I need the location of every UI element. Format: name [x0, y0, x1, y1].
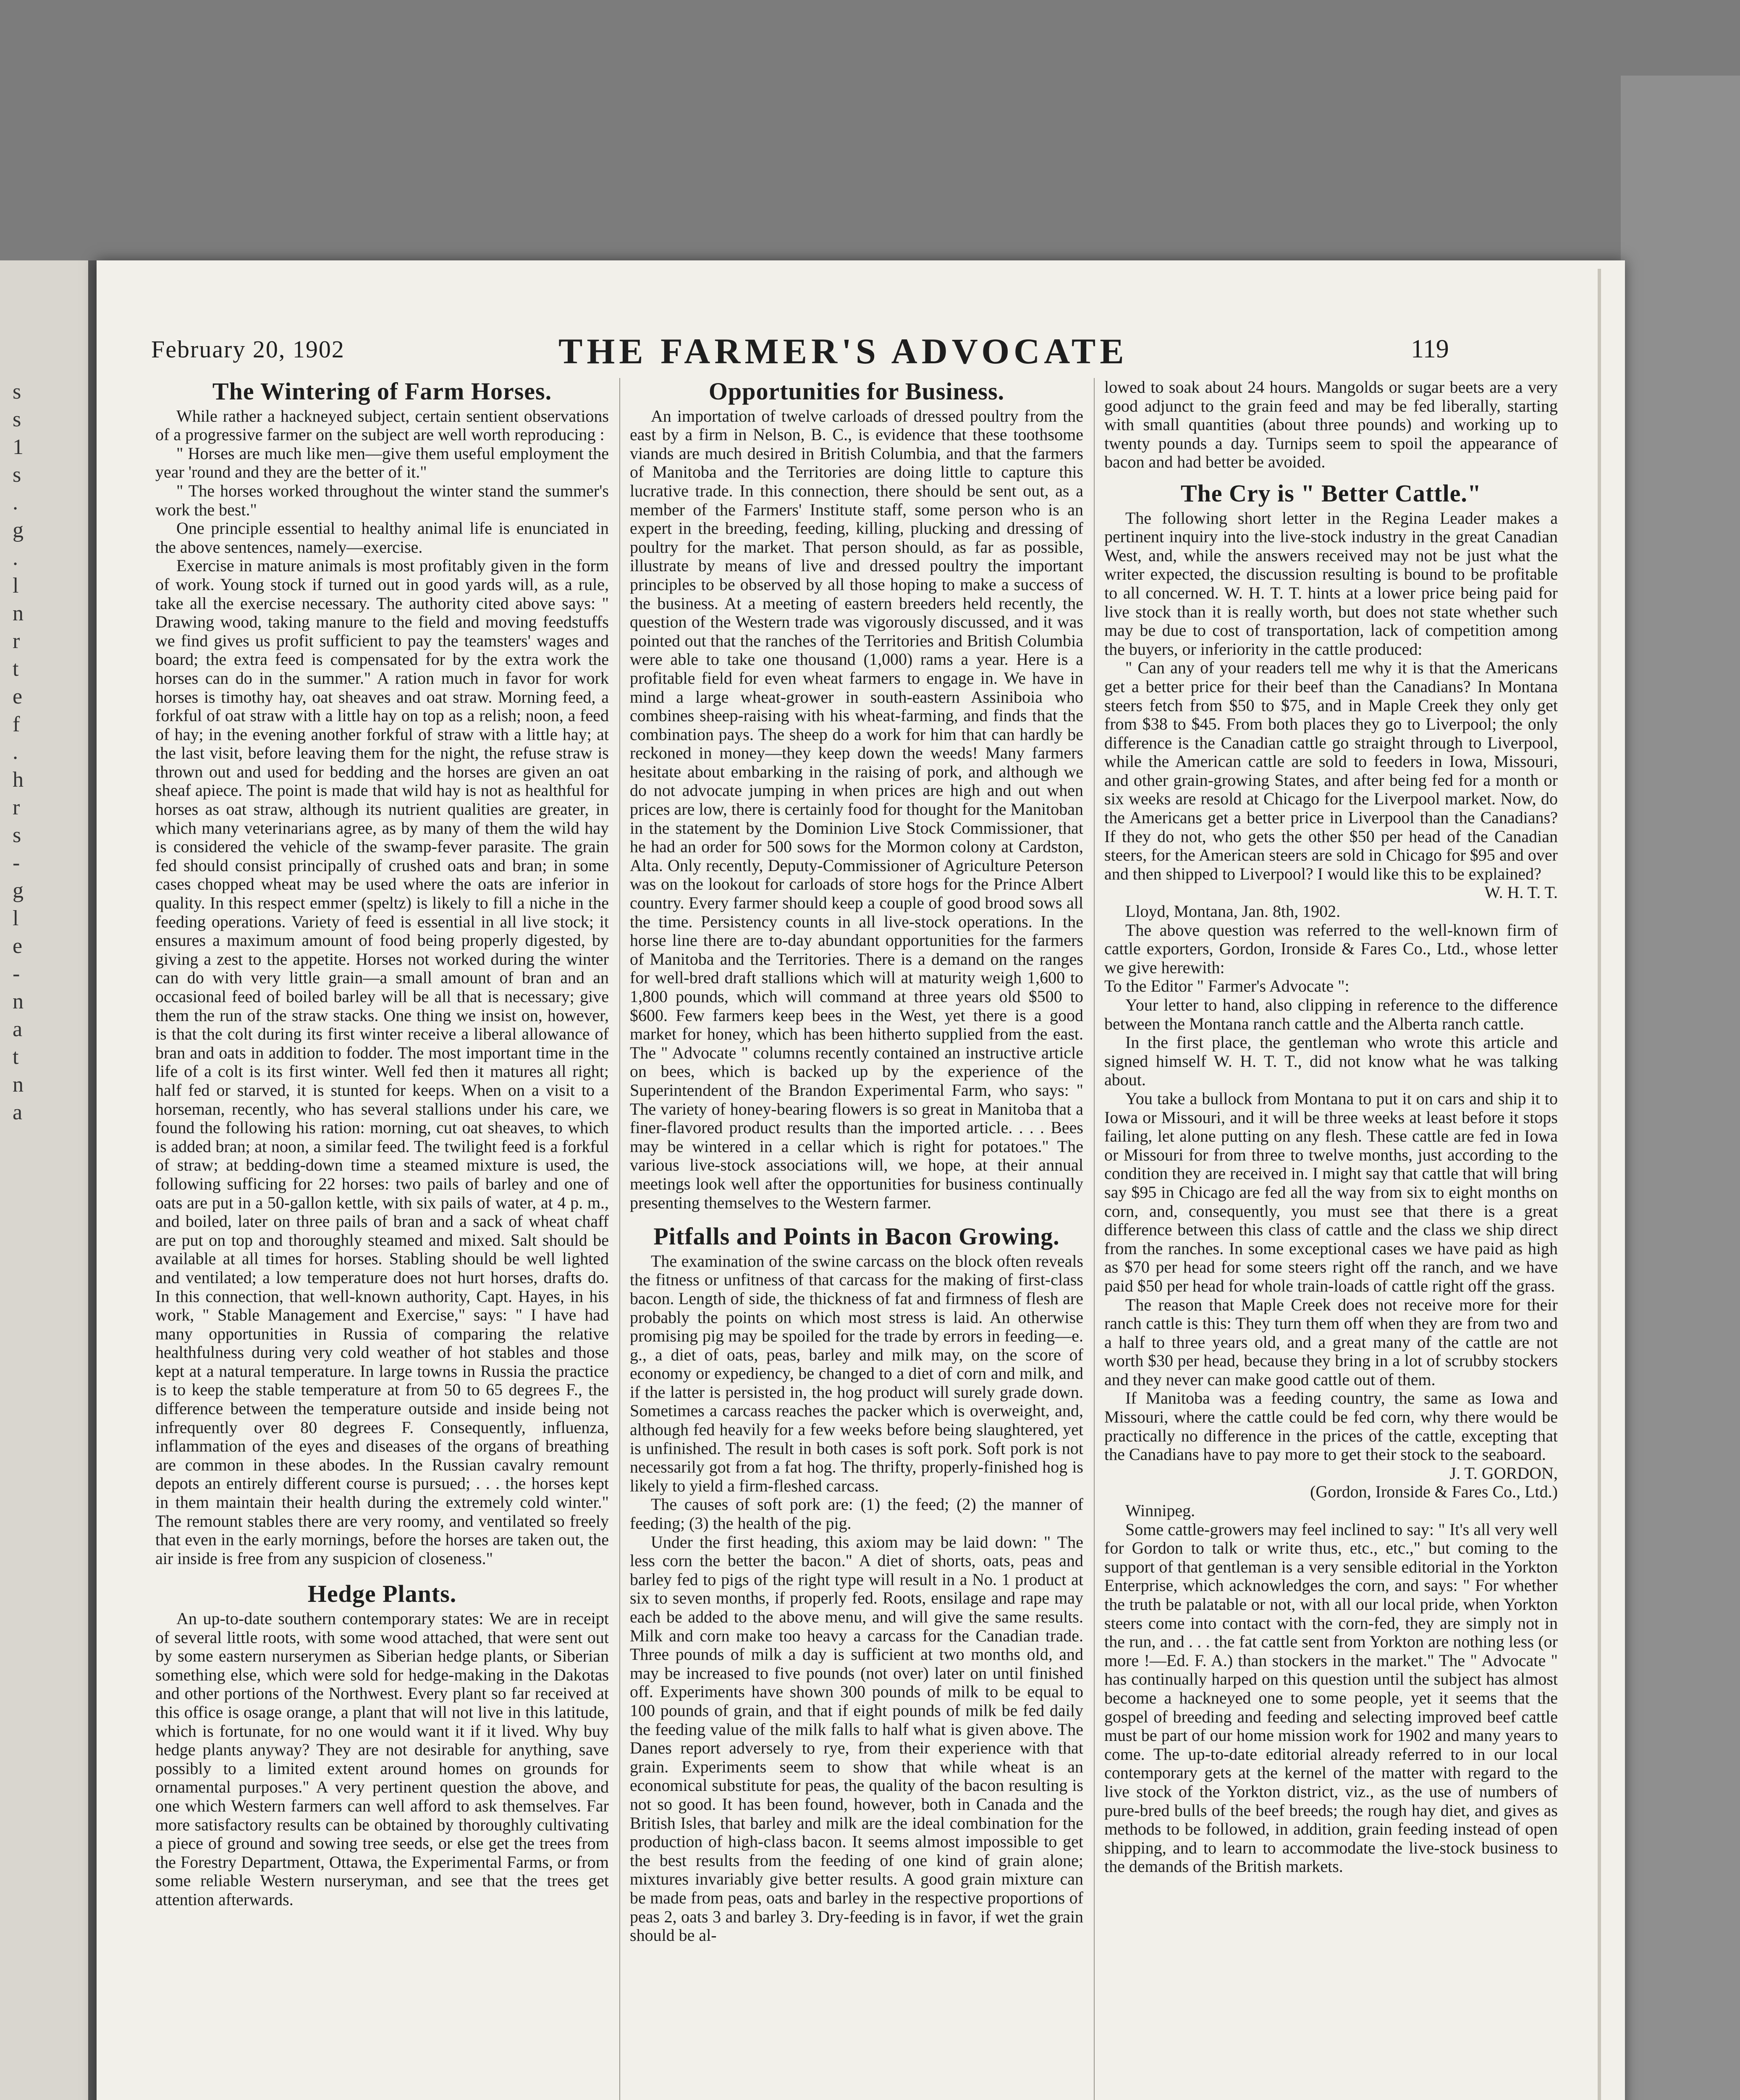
paragraph: If Manitoba was a feeding country, the same as Iowa and Missouri, where the cattle could be fed corn, why there would be practically no difference in the prices of the cattle, excepting that the Canadians have to pay more to get their stock to the seaboard. [1104, 1389, 1558, 1464]
paragraph: " Horses are much like men—give them useful employment the year 'round and they are the better of it." [155, 444, 609, 482]
paragraph: Under the first heading, this axiom may be laid down: " The less corn the better the bacon." A diet of shorts, oats, peas and barley fed to pigs of the right type will result in a No. 1 product at six to seven months, if properly fed. Roots, ensilage and rape may each be added to the above menu, and will give the same results. Milk and corn make too heavy a carcass for the Canadian trade. Three pounds of milk a day is sufficient at two months old, and may be increased to five pounds (not over) later on until finished off. Experiments have shown 300 pounds of milk to be equal to 100 pounds of grain, and that if eight pounds of milk be fed daily the feeding value of the milk falls to half what is given above. The Danes report adversely to rye, from their experience with that grain. Experiments seem to show that while wheat is an economical substitute for peas, the quality of the bacon resulting is not so good. It has been found, however, both in Canada and the British Isles, that barley and milk are the ideal combination for the production of high-class bacon. It seems almost impossible to get the best results from the feeding of one kind of grain alone; mixtures invariably give better results. A good grain mixture can be made from peas, oats and barley in the respective proportions of peas 2, oats 3 and barley 3. Dry-feeding is in favor, if wet the grain should be al- [630, 1532, 1083, 1945]
article-title: The Cry is " Better Cattle." [1180, 479, 1482, 507]
signature: J. T. GORDON, [1449, 1463, 1558, 1483]
paragraph: The reason that Maple Creek does not receive more for their ranch cattle is this: They turn them off when they are from two and a half to three years old, and a great many of the cattle are not worth $30 per head, because they bring in a lot of scrubby stockers and they never can make good cattle out of them. [1104, 1295, 1558, 1389]
paragraph: " The horses worked throughout the winter stand the summer's work the best." [155, 481, 609, 519]
paragraph: The following short letter in the Regina Leader makes a pertinent inquiry into the live-stock industry in the great Canadian West, and, while the answers received may not be just what the writer expected, the discussion resulting is bound to be profitable to all concerned. W. H. T. T. hints at a lower price being paid for live stock than it is really worth, but does not state whether such may be due to cost of transportation, lack of competition among the buyers, or inferiority in the cattle produced: [1104, 508, 1558, 659]
column-rule [619, 378, 620, 2100]
article-title: Pitfalls and Points in Bacon Growing. [653, 1223, 1060, 1250]
paragraph: One principle essential to healthy animal life is enunciated in the above sentences, namely—exercise. [155, 519, 609, 556]
article-title: Hedge Plants. [307, 1580, 457, 1608]
back-sheet-top [0, 0, 1740, 260]
page-number: 119 [1411, 335, 1449, 363]
paragraph: While rather a hackneyed subject, certain sentient observations of a progressive farmer on the subject are well worth reproducing : [155, 406, 609, 444]
page-fold [1598, 269, 1601, 2100]
paragraph: An up-to-date southern contemporary states: We are in receipt of several little roots, with some wood attached, that were sent out by some eastern nurserymen as Siberian hedge plants, or Siberian something else, which were sold for hedge-making in the Dakotas and other portions of the Northwest. Every plant so far received at this office is osage orange, a plant that will not live in this latitude, which is fortunate, for no one would want it if it lived. Why buy hedge plants anyway? They are not desirable for anything, save possibly to a limited extent around homes on grounds for ornamental purposes." A very pertinent question the above, and one which Western farmers can well afford to ask themselves. Far more satisfactory results can be obtained by thoroughly cultivating a piece of ground and sowing tree seeds, or else get the trees from the Forestry Department, Ottawa, the Experimental Farms, or from some reliable Western nurseryman, and see that the trees get attention afterwards. [155, 1609, 609, 1909]
margin-fragments: s s 1 s . g . l n r t e f . h r s - g l e - n a t n a [13, 380, 24, 1124]
paragraph: The examination of the swine carcass on the block often reveals the fitness or unfitness of that carcass for the making of first-class bacon. Length of side, the thickness of fat and firmness of flesh are probably the points on which most stress is laid. An otherwise promising pig may be spoiled for the trade by errors in feeding—e. g., a diet of oats, peas, barley and milk may, on the score of economy or expediency, be changed to a diet of corn and milk, and if the latter is persisted in, the hog product will surely grade down. Sometimes a carcass reaches the packer which is overweight, and, although fed heavily for a few weeks before being slaughtered, yet is unfinished. The result in both cases is soft pork. Soft pork is not necessarily got from a fat hog. The thrifty, properly-finished hog is likely to yield a firm-fleshed carcass. [630, 1251, 1083, 1495]
paragraph: The causes of soft pork are: (1) the feed; (2) the manner of feeding; (3) the health of the pig. [630, 1495, 1083, 1533]
salutation: To the Editor " Farmer's Advocate ": [1104, 976, 1350, 996]
paragraph: The above question was referred to the well-known firm of cattle exporters, Gordon, Ironside & Fares Co., Ltd., whose letter we give herewith: [1104, 920, 1558, 977]
paragraph: An importation of twelve carloads of dressed poultry from the east by a firm in Nelson, B. C., is evidence that these toothsome viands are much desired in British Columbia, and that the farmers of Manitoba and the Territories are doing little to capture this lucrative trade. In this connection, there should be sent out, as a member of the Farmers' Institute staff, some person who is an expert in the breeding, feeding, killing, plucking and dressing of poultry for the market. That person should, as far as possible, illustrate by means of live and dressed poultry the important principles to be observed by all those hoping to make a success of the business. At a meeting of eastern breeders held recently, the question of the Western trade was vigorously discussed, and it was pointed out that the ranches of the Territories and British Columbia were able to take one thousand (1,000) rams a year. Here is a profitable field for even wheat farmers to engage in. We have in mind a large wheat-grower in south-eastern Assiniboia who combines sheep-raising with his wheat-farming, and finds that the combination pays. The sheep do a work for him that can hardly be reckoned in money—they keep down the weeds! Many farmers hesitate about embarking in the raising of pork, and although we do not advocate jumping in when prices are high and out when prices are low, there is certainly food for thought for the Manitoban in the statement by the Dominion Live Stock Commissioner, that he had an order for 500 sows for the Mormon colony at Cardston, Alta. Only recently, Deputy-Commissioner of Agriculture Peterson was on the lookout for carloads of store hogs for the Prince Albert country. Every farmer should keep a couple of good brood sows all the time. Persistency counts in all live-stock operations. In the horse line there are to-day abundant opportunities for the farmers of Manitoba and the Territories. There is a demand on the ranges for well-bred draft stallions which will at maturity weigh 1,600 to 1,800 pounds, which will command at three years old $500 to $600. Few farmers keep bees in the West, yet there is a good market for honey, which has been hitherto supplied from the east. The " Advocate " columns recently contained an instructive article on bees, which is backed up by the experience of the Superintendent of the Brandon Experimental Farm, who says: " The variety of honey-bearing flowers is so great in Manitoba that a finer-flavored product results than the imported article. . . . Bees may be wintered in a cellar which is right for potatoes." The various live-stock associations will, we hope, at their annual meetings look well after the opportunities for business continually presenting themselves to the Western farmer. [630, 406, 1083, 1212]
dateline: Winnipeg. [1125, 1501, 1195, 1520]
paragraph: lowed to soak about 24 hours. Mangolds or sugar beets are a very good adjunct to the grain feed and may be fed liberally, starting with small quantities (about three pounds) and working up to twenty pounds a day. Turnips seem to spoil the appearance of bacon and had better be avoided. [1104, 378, 1558, 472]
paragraph: " Can any of your readers tell me why it is that the Americans get a better price for their beef than the Canadians? In Montana steers fetch from $50 to $75, and in Maple Creek they only get from $38 to $45. From both places they go to Liverpool; the only difference is the Canadian cattle go straight through to Liverpool, while the American cattle are sold to feeders in Iowa, Missouri, and other grain-growing States, and after being fed for a month or six weeks are resold at Chicago for the Liverpool market. Now, do the Americans get a better price in Liverpool than the Canadians? If they do not, who gets the other $50 per head of the Canadian steers, for the American steers are sold in Chicago for $95 and over and then shipped to Liverpool? I would like this to be explained? [1104, 658, 1558, 883]
article-title: The Wintering of Farm Horses. [212, 378, 552, 405]
column-1 [155, 378, 609, 1909]
signature: W. H. T. T. [1484, 883, 1558, 902]
page-header [151, 332, 1604, 370]
column-3 [1104, 378, 1558, 1876]
paragraph: Some cattle-growers may feel inclined to say: " It's all very well for Gordon to talk or write thus, etc., etc.," but coming to the support of that gentleman is a very sensible editorial in the Yorkton Enterprise, which acknowledges the corn, and says: " For whether the truth be palatable or not, with all our local pride, when Yorkton steers come into contact with the corn-fed, they are simply not in the run, and . . . the fat cattle sent from Yorkton are nothing less (or more !—Ed. F. A.) than stockers in the market." The " Advocate " has continually harped on this question until the subject has almost become a hackneyed one to some people, yet it seems that the gospel of breeding and feeding and selecting improved beef cattle must be part of our home mission work for 1902 and many years to come. The up-to-date editorial already referred to in our local contemporary gets at the kernel of the matter with regard to the live stock of the Yorkton district, viz., as the use of numbers of pure-bred bulls of the beef breeds; the rough hay diet, and gives as methods to be followed, in addition, grain feeding instead of open shipping, and to learn to accommodate the live-stock business to the demands of the British markets. [1104, 1520, 1558, 1876]
paragraph: In the first place, the gentleman who wrote this article and signed himself W. H. T. T., did not know what he was talking about. [1104, 1033, 1558, 1089]
column-rule [1094, 378, 1095, 2100]
issue-date: February 20, 1902 [151, 336, 345, 363]
paragraph: Exercise in mature animals is most profitably given in the form of work. Young stock if turned out in good yards will, as a rule, take all the exercise necessary. The authority cited above says: " Drawing wood, taking manure to the field and moving feedstuffs we find gives us profit sufficient to pay the teamsters' wages and board; the extra feed is compensated for by the extra work the horses can do in the summer." A ration much in favor for work horses is timothy hay, oat sheaves and oat straw. Morning feed, a forkful of oat straw with a little hay on top as a relish; noon, a feed of hay; in the evening another forkful of straw with a little hay; at the last visit, before leaving them for the night, the refuse straw is thrown out and used for bedding and the horses are given an oat sheaf apiece. The point is made that wild hay is not as healthful for horses as oat straw, although its nutrient qualities are greater, in which many veterinarians agree, as by many of them the wild hay is considered the vehicle of the swamp-fever parasite. The grain fed should consist principally of crushed oats and bran; in some cases chopped wheat may be used where the oats are inferior in quality. In this respect emmer (speltz) is likely to fill a niche in the feeding operations. Variety of feed is essential in all live stock; it ensures a maximum amount of food being properly digested, by giving a zest to the appetite. Horses not worked during the winter can do with very little grain—a small amount of bran and an occasional feed of boiled barley will be all that is necessary; give them the run of the straw stacks. One thing we insist on, however, is that the colt during its first winter receive a liberal allowance of bran and oats in addition to fodder. The most important time in the life of a colt is its first winter. Well fed then it matures all right; half fed or starved, it is stunted for keeps. When on a visit to a horseman, recently, who has several stallions under his care, we found the following his ration: morning, cut oat sheaves, to which is added bran; at noon, a similar feed. The twilight feed is a forkful of straw; at bedding-down time a steamed mixture is used, the following sufficing for 22 horses: two pails of barley and one of oats are put in a 50-gallon kettle, with six pails of water, at 4 p. m., and boiled, later on three pails of bran and a sack of wheat chaff are put on top and thoroughly steamed and mixed. Salt should be available at all times for horses. Stabling should be well lighted and ventilated; a low temperature does not hurt horses, drafts do. In this connection, that well-known authority, Capt. Hayes, in his work, " Stable Management and Exercise," says: " I have had many opportunities in Russia of comparing the relative healthfulness during very cold weather of hot stables and those kept at a natural temperature. In large towns in Russia the practice is to keep the stable temperature at from 50 to 65 degrees F., the difference between the temperature outside and inside being not infrequently over 80 degrees F. Consequently, influenza, inflammation of the eyes and diseases of the organs of breathing are common in these abodes. In the Russian cavalry remount depots an entirely different course is pursued; . . . the horses kept in them maintain their health during the extremely cold winter." The remount stables there are very roomy, and ventilated so freely that even in the early mornings, before the horses are taken out, the air inside is free from any suspicion of closeness." [155, 556, 609, 1568]
article-title: Opportunities for Business. [708, 378, 1005, 405]
signature: (Gordon, Ironside & Fares Co., Ltd.) [1310, 1482, 1558, 1502]
masthead-title: THE FARMER'S ADVOCATE [558, 331, 1128, 371]
dateline: Lloyd, Montana, Jan. 8th, 1902. [1125, 902, 1341, 921]
paragraph: You take a bullock from Montana to put it on cars and ship it to Iowa or Missouri, and it will be three weeks at least before it stops failing, let alone putting on any flesh. These cattle are fed in Iowa or Missouri for from three to twelve months, just according to the condition they are received in. I might say that cattle that will bring say $95 in Chicago are fed all the way from six to eight months on corn, and, consequently, you must see that there is a great difference between this class of cattle and the class we ship direct from the ranches. In some exceptional cases we have paid as high as $70 per head for some steers right off the ranch, and we have paid $50 per head for whole train-loads of cattle right off the grass. [1104, 1089, 1558, 1295]
paragraph: Your letter to hand, also clipping in reference to the difference between the Montana ranch cattle and the Alberta ranch cattle. [1104, 995, 1558, 1033]
back-sheet-right [1621, 76, 1740, 2100]
column-2 [630, 378, 1083, 1945]
